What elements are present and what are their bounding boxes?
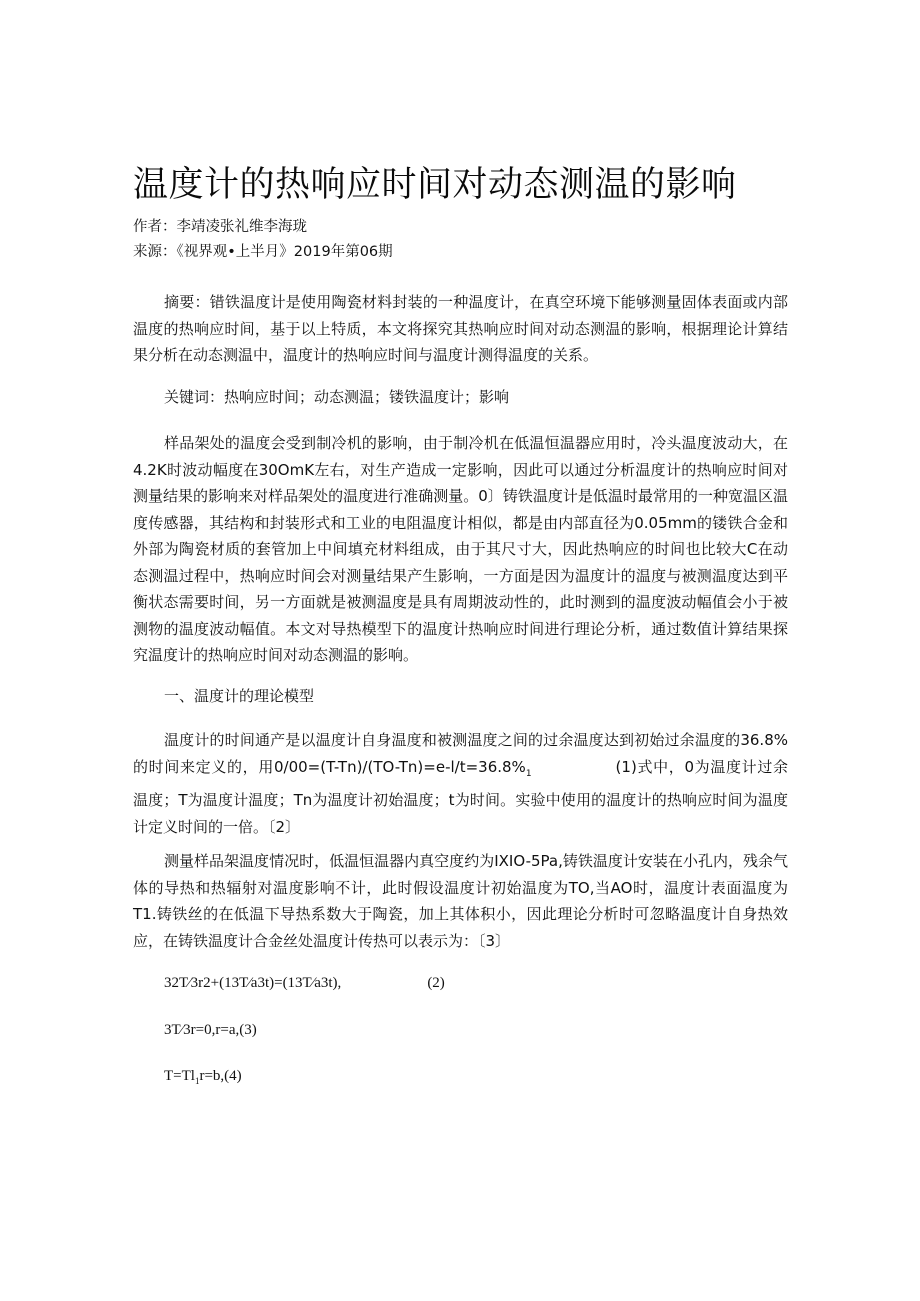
definition-text-b: (1)式中，0为温度计过余温度；T为温度计温度；Tn为温度计初始温度；t为时间。实验中使用的温度计的热响应时间为温度计定义时间的一倍。〔2〕 [133, 757, 788, 836]
definition-text-a: 温度计的时间通产是以温度计自身温度和被测温度之间的过余温度达到初始过余温度的36.8%的时间来定义的，用0/00=(T-Tn)/(TO-Tn)=e-l/t=36.8% [133, 731, 788, 776]
keywords-paragraph: 关键词：热响应时间；动态测温；镂铁温度计；影响 [164, 388, 510, 406]
equation-4-part-b: r=b,(4) [199, 1068, 242, 1084]
author-line: 作者：李靖凌张礼维李海珑 [133, 219, 307, 235]
abstract-paragraph: 摘要：错铁温度计是使用陶瓷材料封装的一种温度计，在真空环境下能够测量固体表面或内部温度的热响应时间，基于以上特质，本文将探究其热响应时间对动态测温的影响，根据理论计算结果分析在动态测温中，温度计的热响应时间与温度计测得温度的关系。 [133, 293, 788, 364]
measurement-paragraph: 测量样品架温度情况时，低温恒温器内真空度约为IXIO-5Pa,铸铁温度计安装在小孔内，残余气体的导热和热辐射对温度影响不计，此时假设温度计初始温度为TO,当AO时，温度计表面温度为T1.铸铁丝的在低温下导热系数大于陶瓷，加上其体积小，因此理论分析时可忽略温度计自身热效应，在铸铁温度计合金丝处温度计传热可以表示为：〔3〕 [133, 852, 788, 950]
section-heading: 一、温度计的理论模型 [164, 687, 315, 705]
definition-subscript: 1 [525, 768, 532, 779]
equation-3: 3T⁄3r=0,r=a,(3) [164, 1022, 257, 1038]
definition-paragraph [133, 727, 788, 840]
equation-4-subscript: 1 [194, 1076, 200, 1086]
equation-2-body: 32T⁄3r2+(13T⁄a3t)=(13T⁄a3t), [164, 975, 342, 991]
source-line: 来源：《视界观•上半月》2019年第06期 [133, 244, 393, 260]
equation-4 [164, 1065, 242, 1092]
intro-paragraph: 样品架处的温度会受到制冷机的影响，由于制冷机在低温恒温器应用时，冷头温度波动大，在4.2K时波动幅度在30OmK左右，对生产造成一定影响，因此可以通过分析温度计的热响应时间对测量结果的影响来对样品架处的温度进行准确测量。0〕铸铁温度计是低温时最常用的一种宽温区温度传感器，其结构和封装形式和工业的电阻温度计相似，都是由内部直径为0.05mm的镂铁合金和外部为陶瓷材质的套管加上中间填充材料组成，由于其尺寸大，因此热响应的时间也比较大C在动态测温过程中，热响应时间会对测量结果产生影响，一方面是因为温度计的温度与被测温度达到平衡状态需要时间，另一方面就是被测温度是具有周期波动性的，此时测到的温度波动幅值会小于被测物的温度波动幅值。本文对导热模型下的温度计热响应时间进行理论分析，通过数值计算结果探究温度计的热响应时间对动态测温的影响。 [133, 434, 788, 664]
equation-4-part-a: T=Tl [164, 1068, 195, 1084]
article-title: 温度计的热响应时间对动态测温的影响 [133, 165, 737, 205]
equation-2 [164, 972, 445, 994]
equation-2-number: (2) [427, 975, 445, 991]
